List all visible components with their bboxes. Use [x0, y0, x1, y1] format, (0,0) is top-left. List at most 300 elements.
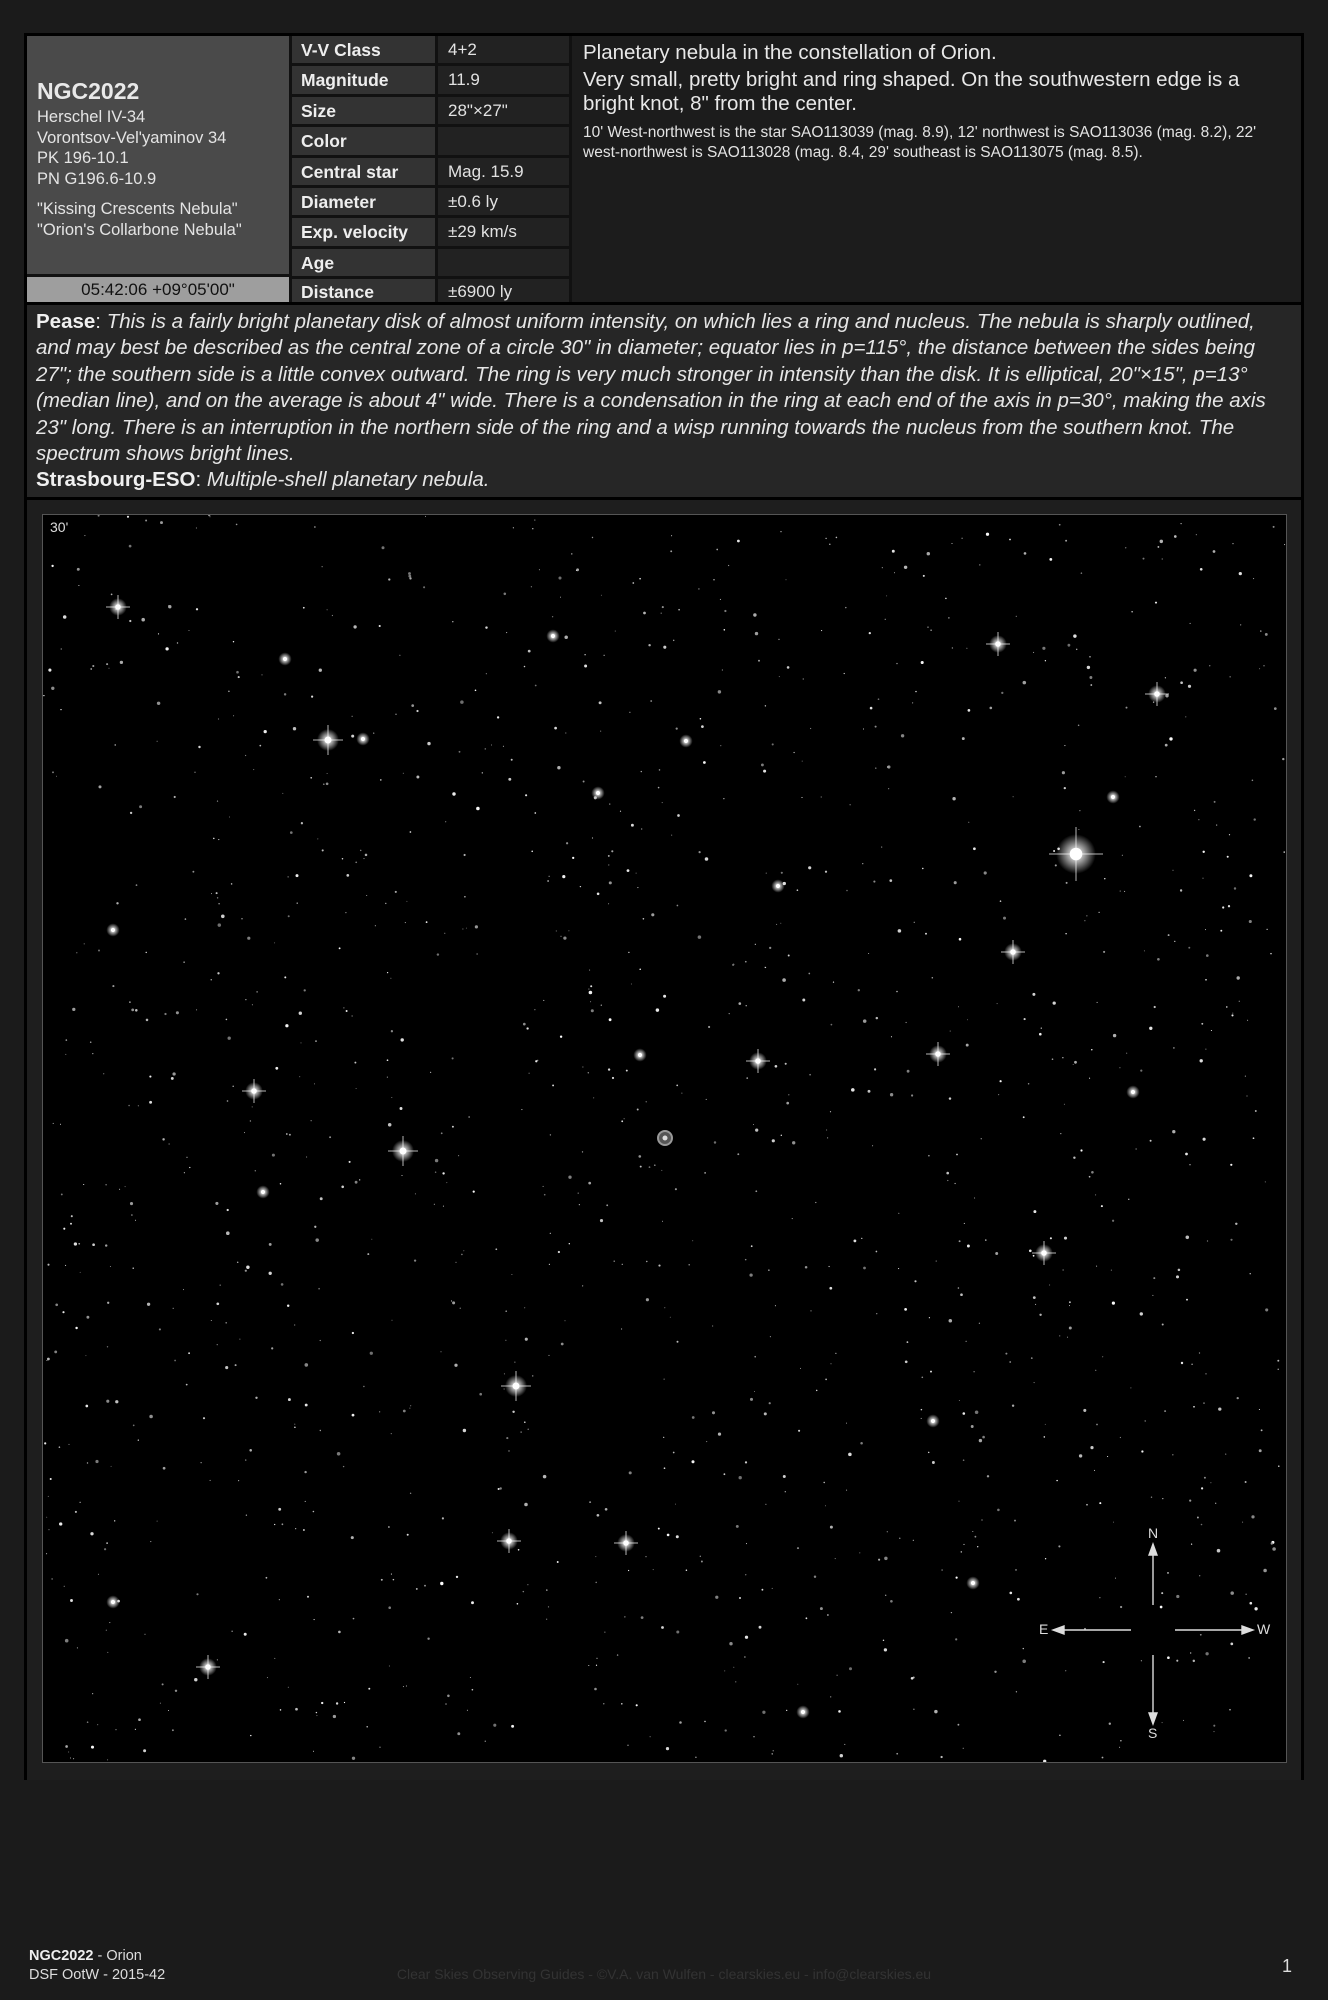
faint-star: [111, 594, 113, 596]
faint-star: [869, 632, 871, 634]
faint-star: [106, 663, 108, 665]
faint-star: [107, 1346, 108, 1347]
faint-star: [1199, 1352, 1200, 1353]
faint-star: [571, 553, 572, 554]
faint-star: [85, 1355, 86, 1356]
faint-star: [504, 1388, 505, 1389]
faint-star: [609, 1018, 612, 1021]
faint-star: [135, 1220, 136, 1221]
faint-star: [963, 1748, 964, 1749]
faint-star: [144, 1634, 145, 1635]
faint-star: [1099, 1502, 1101, 1504]
faint-star: [98, 950, 100, 952]
faint-star: [447, 1695, 450, 1698]
eso-text: Multiple-shell planetary nebula.: [206, 468, 490, 492]
faint-star: [972, 1531, 973, 1532]
bright-star: [679, 734, 692, 747]
faint-star: [1079, 1454, 1082, 1457]
faint-star: [1095, 1370, 1096, 1371]
compass-rose: [1053, 1544, 1253, 1724]
faint-star: [64, 1586, 65, 1587]
faint-star: [775, 1065, 778, 1068]
bright-star: [614, 1531, 638, 1555]
property-row: [292, 36, 569, 63]
faint-star: [282, 793, 283, 794]
faint-star: [314, 526, 315, 527]
faint-star: [186, 1384, 188, 1386]
faint-star: [797, 889, 799, 891]
faint-star: [891, 1036, 892, 1037]
faint-star: [221, 915, 225, 919]
faint-star: [776, 924, 777, 925]
faint-star: [1226, 1006, 1227, 1007]
bright-star: [1032, 1241, 1056, 1265]
faint-star: [1060, 1133, 1061, 1134]
faint-star: [534, 1009, 535, 1010]
faint-star: [295, 1708, 298, 1711]
faint-star: [188, 1352, 190, 1354]
faint-star: [554, 727, 557, 730]
faint-star: [529, 1073, 530, 1074]
property-value: 28"×27": [438, 97, 569, 124]
faint-star: [411, 704, 414, 707]
faint-star: [594, 1688, 597, 1691]
bright-star: [106, 1595, 119, 1608]
faint-star: [1017, 1598, 1020, 1601]
faint-star: [643, 612, 646, 615]
faint-star: [70, 1223, 72, 1225]
faint-star: [1039, 1314, 1041, 1316]
faint-star: [120, 661, 123, 664]
faint-star: [882, 567, 883, 568]
faint-star: [670, 550, 672, 552]
faint-star: [561, 1343, 564, 1346]
faint-star: [274, 1524, 275, 1525]
faint-star: [146, 952, 147, 953]
faint-star: [216, 1302, 219, 1305]
faint-star: [1042, 647, 1045, 650]
faint-star: [750, 1398, 753, 1401]
nicknames: [37, 199, 279, 241]
faint-star: [1096, 1266, 1097, 1267]
faint-star: [209, 516, 210, 517]
faint-star: [525, 794, 527, 796]
faint-star: [828, 1266, 829, 1267]
faint-star: [621, 1703, 623, 1705]
faint-star: [1240, 624, 1241, 625]
property-label: V-V Class: [292, 36, 435, 63]
faint-star: [1130, 1387, 1131, 1388]
faint-star: [518, 1549, 520, 1551]
faint-star: [141, 618, 145, 622]
properties-table: [292, 36, 569, 302]
faint-star: [1282, 758, 1284, 760]
faint-star: [84, 943, 85, 944]
faint-star: [968, 822, 969, 823]
faint-star: [543, 1186, 544, 1187]
faint-star: [403, 1410, 406, 1413]
faint-star: [1065, 1670, 1066, 1671]
faint-star: [681, 1093, 682, 1094]
faint-star: [772, 1139, 775, 1142]
faint-star: [226, 1231, 230, 1235]
faint-star: [1090, 1446, 1093, 1449]
faint-star: [611, 850, 613, 852]
faint-star: [427, 1637, 429, 1639]
faint-star: [131, 1009, 134, 1012]
faint-star: [245, 999, 246, 1000]
faint-star: [831, 1024, 833, 1026]
faint-star: [1033, 1255, 1035, 1257]
faint-star: [863, 1019, 867, 1023]
faint-star: [157, 702, 160, 705]
footer-object-name: NGC2022: [29, 1948, 94, 1964]
faint-star: [444, 933, 445, 934]
faint-star: [320, 1197, 323, 1200]
faint-star: [1154, 1006, 1156, 1008]
faint-star: [762, 1711, 765, 1714]
faint-star: [692, 1240, 693, 1241]
faint-star: [802, 999, 805, 1002]
faint-star: [1024, 1018, 1026, 1020]
faint-star: [76, 952, 77, 953]
faint-star: [755, 632, 758, 635]
faint-star: [840, 1754, 843, 1757]
faint-star: [220, 1284, 221, 1285]
faint-star: [643, 918, 645, 920]
faint-star: [408, 572, 411, 575]
faint-star: [896, 991, 898, 993]
faint-star: [622, 1264, 623, 1265]
faint-star: [264, 730, 267, 733]
property-row: [292, 279, 569, 302]
faint-star: [584, 665, 587, 668]
faint-star: [416, 1588, 418, 1590]
faint-star: [836, 537, 838, 539]
faint-star: [1005, 1353, 1007, 1355]
faint-star: [1203, 1402, 1205, 1404]
faint-star: [961, 1551, 963, 1553]
faint-star: [557, 766, 560, 769]
faint-star: [382, 546, 385, 549]
faint-star: [269, 1272, 272, 1275]
faint-star: [352, 1332, 354, 1334]
faint-star: [829, 1287, 832, 1290]
faint-star: [228, 1037, 231, 1040]
faint-star: [1131, 611, 1132, 612]
faint-star: [1094, 1470, 1095, 1471]
faint-star: [506, 1437, 508, 1439]
designation: Herschel IV-34: [37, 108, 146, 126]
faint-star: [105, 1184, 106, 1185]
faint-star: [861, 1238, 862, 1239]
faint-star: [296, 874, 299, 877]
faint-star: [967, 1245, 970, 1248]
compass-east-label: E: [1039, 1621, 1049, 1637]
faint-star: [637, 887, 638, 888]
faint-star: [1191, 1543, 1192, 1544]
faint-star: [343, 1466, 344, 1467]
faint-star: [1140, 1312, 1143, 1315]
faint-star: [1185, 716, 1186, 717]
faint-star: [974, 1536, 976, 1538]
faint-star: [1144, 950, 1145, 951]
faint-star: [671, 535, 672, 536]
faint-star: [1065, 933, 1066, 934]
faint-star: [393, 1579, 395, 1581]
faint-star: [639, 578, 641, 580]
faint-star: [629, 712, 630, 713]
faint-star: [108, 668, 109, 669]
faint-star: [699, 851, 701, 853]
faint-star: [712, 1326, 713, 1327]
faint-star: [233, 715, 234, 716]
faint-star: [1201, 1487, 1203, 1489]
faint-star: [454, 1364, 457, 1367]
faint-star: [245, 1270, 247, 1272]
faint-star: [78, 585, 79, 586]
faint-star: [981, 1138, 982, 1139]
faint-star: [423, 586, 425, 588]
faint-star: [1089, 656, 1091, 658]
faint-star: [83, 1184, 84, 1185]
faint-star: [1050, 1237, 1052, 1239]
faint-star: [1253, 578, 1254, 579]
faint-star: [128, 1105, 130, 1107]
faint-star: [746, 1077, 748, 1079]
faint-star: [336, 1702, 338, 1704]
faint-star: [314, 1619, 315, 1620]
faint-star: [227, 1209, 229, 1211]
faint-star: [955, 1638, 957, 1640]
faint-star: [735, 1681, 736, 1682]
faint-star: [48, 1496, 49, 1497]
faint-star: [408, 575, 411, 578]
faint-star: [1284, 851, 1285, 852]
faint-star: [810, 1310, 811, 1311]
faint-star: [894, 572, 895, 573]
faint-star: [558, 576, 561, 579]
faint-star: [1196, 534, 1197, 535]
faint-star: [1103, 1661, 1105, 1663]
faint-star: [527, 1584, 528, 1585]
compass-west-label: W: [1257, 1621, 1271, 1637]
faint-star: [1064, 1237, 1067, 1240]
faint-star: [632, 582, 634, 584]
faint-star: [307, 1596, 309, 1598]
faint-star: [608, 855, 610, 857]
faint-star: [252, 1004, 253, 1005]
property-value: 11.9: [438, 66, 569, 93]
faint-star: [778, 639, 779, 640]
faint-star: [228, 691, 230, 693]
faint-star: [886, 595, 887, 596]
field-of-view-label: 30': [50, 519, 69, 535]
faint-star: [548, 1606, 549, 1607]
faint-star: [1168, 934, 1170, 936]
faint-star: [927, 627, 928, 628]
faint-star: [252, 1106, 253, 1107]
faint-star: [1211, 1030, 1212, 1031]
bright-star: [591, 786, 604, 799]
faint-star: [907, 1070, 910, 1073]
faint-star: [249, 1449, 252, 1452]
faint-star: [829, 544, 831, 546]
faint-star: [744, 1656, 745, 1657]
faint-star: [430, 1072, 431, 1073]
faint-star: [621, 1120, 623, 1122]
faint-star: [158, 633, 159, 634]
faint-star: [1033, 1210, 1036, 1213]
faint-star: [351, 1536, 354, 1539]
compass-south-label: S: [1148, 1725, 1158, 1741]
faint-star: [956, 1577, 958, 1579]
faint-star: [356, 1088, 357, 1089]
faint-star: [967, 1019, 968, 1020]
faint-star: [532, 1375, 534, 1377]
property-label: Magnitude: [292, 66, 435, 93]
faint-star: [85, 1405, 88, 1408]
faint-star: [183, 961, 184, 962]
faint-star: [979, 1439, 982, 1442]
faint-star: [1120, 1437, 1121, 1438]
faint-star: [677, 1341, 679, 1343]
faint-star: [455, 1262, 456, 1263]
faint-star: [546, 1619, 547, 1620]
faint-star: [62, 1311, 64, 1313]
faint-star: [787, 666, 790, 669]
faint-star: [646, 1261, 647, 1262]
faint-star: [165, 647, 168, 650]
faint-star: [299, 1076, 300, 1077]
faint-star: [661, 613, 662, 614]
faint-star: [218, 903, 219, 904]
faint-star: [835, 1558, 836, 1559]
faint-star: [524, 1421, 526, 1423]
faint-star: [870, 707, 873, 710]
faint-star: [1160, 1606, 1163, 1609]
faint-star: [338, 1631, 341, 1634]
faint-star: [901, 734, 904, 737]
faint-star: [698, 588, 700, 590]
faint-star: [1034, 1382, 1035, 1383]
faint-star: [532, 528, 533, 529]
faint-star: [686, 1570, 687, 1571]
faint-star: [775, 1305, 776, 1306]
faint-star: [885, 1595, 886, 1596]
faint-star: [1099, 1597, 1100, 1598]
faint-star: [1174, 535, 1177, 538]
faint-star: [959, 938, 962, 941]
faint-star: [663, 1437, 664, 1438]
faint-star: [127, 516, 129, 518]
faint-star: [651, 913, 654, 916]
faint-star: [572, 857, 574, 859]
faint-star: [1227, 856, 1229, 858]
faint-star: [107, 1652, 108, 1653]
faint-star: [1232, 543, 1233, 544]
faint-star: [238, 676, 240, 678]
faint-star: [884, 1557, 887, 1560]
faint-star: [801, 797, 802, 798]
faint-star: [1126, 1053, 1127, 1054]
faint-star: [576, 570, 577, 571]
faint-star: [1218, 1407, 1221, 1410]
faint-star: [1080, 1149, 1082, 1151]
bright-stars: [106, 595, 1169, 1719]
faint-star: [962, 737, 965, 740]
faint-star: [1265, 1308, 1268, 1311]
faint-star: [1113, 1522, 1114, 1523]
faint-star: [1097, 1002, 1098, 1003]
faint-star: [314, 1083, 315, 1084]
faint-star: [898, 1268, 899, 1269]
faint-star: [303, 1529, 305, 1531]
faint-star: [1081, 572, 1083, 574]
bright-star: [986, 632, 1010, 656]
faint-star: [301, 822, 303, 824]
faint-star: [299, 1012, 302, 1015]
footer-credit: Clear Skies Observing Guides - ©V.A. van Wulfen - clearskies.eu - info@clearskies.eu: [396, 1966, 932, 1982]
property-value: ±6900 ly: [438, 279, 569, 302]
faint-star: [1029, 1249, 1032, 1252]
faint-star: [159, 1328, 161, 1330]
faint-star: [678, 609, 680, 611]
faint-star: [236, 671, 239, 674]
faint-star: [1009, 1592, 1012, 1595]
faint-star: [511, 1274, 512, 1275]
faint-star: [255, 1170, 256, 1171]
faint-star: [631, 824, 634, 827]
bright-star: [356, 732, 369, 745]
faint-star: [317, 838, 318, 839]
faint-star: [1197, 1517, 1199, 1519]
faint-star: [964, 1223, 965, 1224]
faint-star: [1205, 1373, 1206, 1374]
faint-star: [87, 1462, 88, 1463]
faint-star: [304, 1471, 306, 1473]
faint-star: [521, 1432, 522, 1433]
faint-star: [66, 1039, 68, 1041]
faint-star: [225, 1366, 228, 1369]
faint-star: [526, 1027, 528, 1029]
faint-star: [736, 1525, 739, 1528]
faint-star: [1232, 1013, 1233, 1014]
bright-star: [497, 1529, 521, 1553]
faint-star: [129, 1001, 131, 1003]
faint-star: [1260, 630, 1261, 631]
faint-star: [780, 923, 781, 924]
property-label: Diameter: [292, 188, 435, 215]
faint-star: [956, 1154, 958, 1156]
footer-object-info: NGC2022 - Orion DSF OotW - 2015-42: [29, 1948, 166, 1983]
faint-star: [1222, 906, 1224, 908]
faint-star: [1225, 1453, 1226, 1454]
faint-star: [131, 1214, 133, 1216]
faint-star: [379, 625, 381, 627]
faint-star: [367, 1253, 369, 1255]
faint-star: [229, 816, 230, 817]
faint-star: [1141, 1660, 1142, 1661]
faint-star: [194, 1678, 197, 1681]
faint-star: [797, 1684, 798, 1685]
description-panel: [572, 36, 1301, 302]
faint-star: [1267, 929, 1268, 930]
faint-star: [898, 1213, 899, 1214]
faint-star: [627, 1745, 629, 1747]
faint-star: [688, 1264, 690, 1266]
faint-star: [1230, 676, 1231, 677]
